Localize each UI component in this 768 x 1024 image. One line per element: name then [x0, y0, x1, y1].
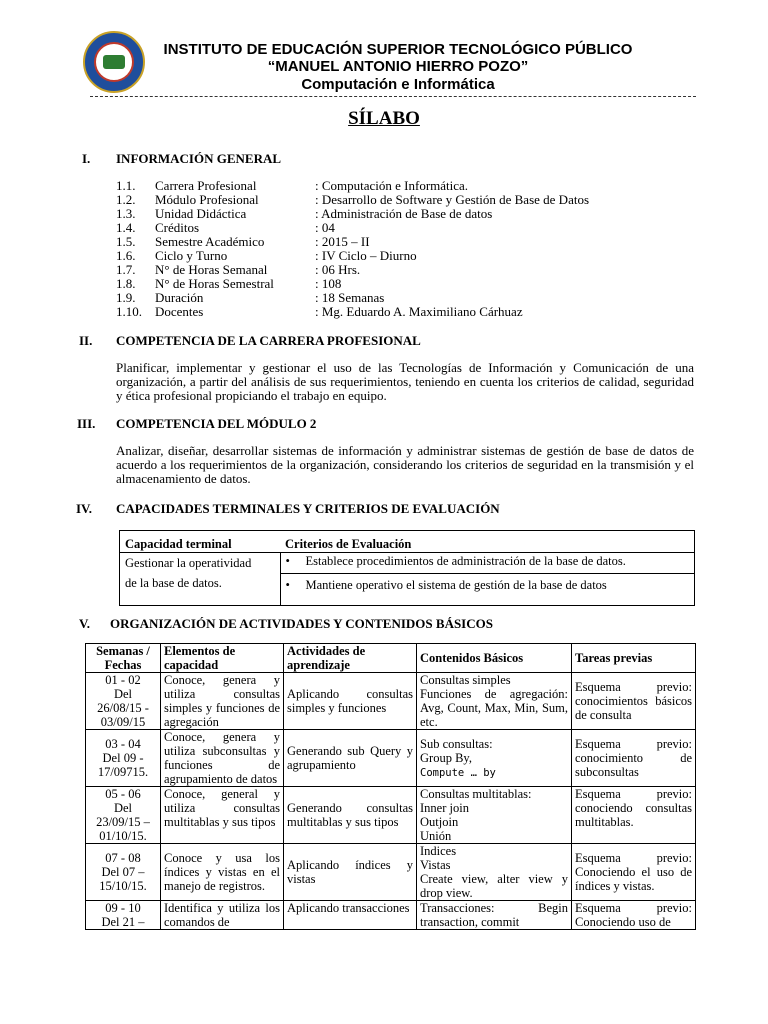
tasks-cell: Esquema previo: Conociendo uso de: [572, 901, 696, 930]
week-cell: 09 - 10 Del 21 –: [86, 901, 161, 930]
column-header-semanas: Semanas / Fechas: [86, 644, 161, 673]
program-name: Computación e Informática: [301, 76, 495, 93]
table-row: [86, 787, 696, 844]
elements-cell: Conoce, genera y utiliza subconsultas y funciones de agrupamiento de datos: [161, 730, 284, 787]
criterion-cell: • Mantiene operativo el sistema de gestión de la base de datos: [280, 574, 695, 606]
bullet-icon: •: [285, 554, 290, 568]
tasks-cell: Esquema previo: conocimiento de subconsultas: [572, 730, 696, 787]
activities-cell: Aplicando consultas simples y funciones: [284, 673, 417, 730]
header-divider: [90, 96, 696, 97]
table-row: [86, 730, 696, 787]
week-cell: 03 - 04 Del 09 - 17/09715.: [86, 730, 161, 787]
activities-cell: Aplicando transacciones: [284, 901, 417, 930]
contents-cell: Indices Vistas Create view, alter view y drop view.: [417, 844, 572, 901]
week-cell: 07 - 08 Del 07 – 15/10/15.: [86, 844, 161, 901]
contents-cell: Consultas simples Funciones de agregación: Avg, Count, Max, Min, Sum, etc.: [417, 673, 572, 730]
institution-name: INSTITUTO DE EDUCACIÓN SUPERIOR TECNOLÓGICO PÚBLICO: [163, 41, 633, 58]
document-header: [0, 0, 768, 100]
document-title: SÍLABO: [348, 108, 420, 129]
table-row: [120, 553, 695, 574]
career-competence-paragraph: Planificar, implementar y gestionar el uso de las Tecnologías de Información y Comunicación de una organización, a partir del análisis de sus requerimientos, teniendo en cuenta los criterios de calidad, seguridad y ética profesional propiciando el trabajo en equipo.: [116, 360, 694, 403]
institution-honoree: “MANUEL ANTONIO HIERRO POZO”: [267, 58, 529, 75]
bullet-icon: •: [285, 578, 290, 592]
column-header-criterios: Criterios de Evaluación: [280, 531, 695, 553]
tasks-cell: Esquema previo: conociendo consultas multitablas.: [572, 787, 696, 844]
contents-cell: Transacciones: Begin transaction, commit: [417, 901, 572, 930]
module-competence-paragraph: Analizar, diseñar, desarrollar sistemas de información y administrar sistemas de gestión de base de datos de acuerdo a los requerimientos de la organización, considerando los criterios de seguridad en la transmisión y el almacenamiento de datos.: [116, 443, 694, 486]
column-header-elementos: Elementos de capacidad: [161, 644, 284, 673]
table-row: [86, 901, 696, 930]
table-header-row: [120, 531, 695, 553]
table-header-row: [86, 644, 696, 673]
activities-cell: Generando sub Query y agrupamiento: [284, 730, 417, 787]
elements-cell: Conoce, general y utiliza consultas multitablas y sus tipos: [161, 787, 284, 844]
contents-cell: Sub consultas: Group By, Compute … by: [417, 730, 572, 787]
elements-cell: Identifica y utiliza los comandos de: [161, 901, 284, 930]
week-cell: 05 - 06 Del 23/09/15 – 01/10/15.: [86, 787, 161, 844]
column-header-tareas: Tareas previas: [572, 644, 696, 673]
activities-cell: Aplicando índices y vistas: [284, 844, 417, 901]
elements-cell: Conoce y usa los índices y vistas en el manejo de registros.: [161, 844, 284, 901]
activities-cell: Generando consultas multitablas y sus tipos: [284, 787, 417, 844]
week-cell: 01 - 02 Del 26/08/15 - 03/09/15: [86, 673, 161, 730]
tasks-cell: Esquema previo: conocimientos básicos de consulta: [572, 673, 696, 730]
column-header-contenidos: Contenidos Básicos: [417, 644, 572, 673]
tasks-cell: Esquema previo: Conociendo el uso de índices y vistas.: [572, 844, 696, 901]
contents-cell: Consultas multitablas: Inner join Outjoin Unión: [417, 787, 572, 844]
table-row: [86, 673, 696, 730]
column-header-actividades: Actividades de aprendizaje: [284, 644, 417, 673]
column-header-capacidad: Capacidad terminal: [120, 531, 281, 553]
elements-cell: Conoce, genera y utiliza consultas simples y funciones de agregación: [161, 673, 284, 730]
table-row: [86, 844, 696, 901]
capacities-table: [119, 530, 695, 606]
activities-table: [85, 643, 696, 930]
capacity-cell: Gestionar la operatividad de la base de datos.: [120, 553, 281, 606]
criterion-cell: • Establece procedimientos de administración de la base de datos.: [280, 553, 695, 574]
institution-seal-icon: [83, 31, 145, 93]
